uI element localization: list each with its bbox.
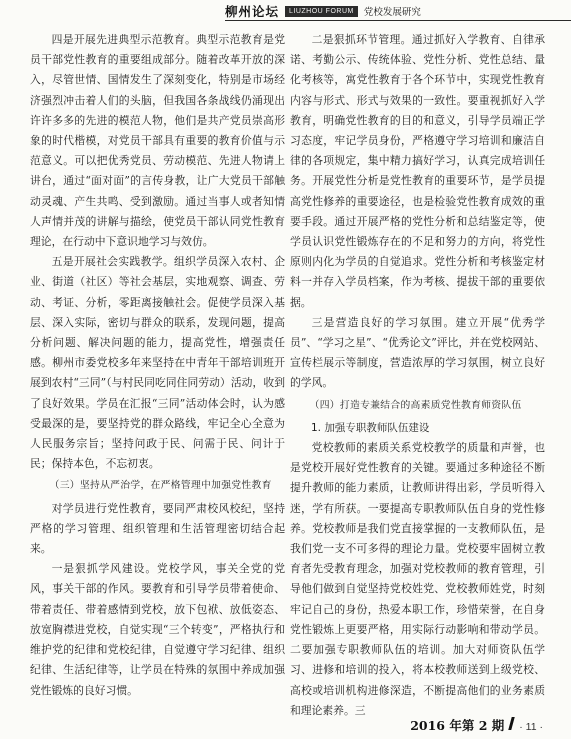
heading: 1. 加强专职教师队伍建设 [311,421,430,434]
paragraph: 一是狠抓学风建设。党校学风，事关全党的党风，事关干部的作风。要教育和引导学员带着使命、带着责任、带着感情到党校，放下包袱、放低姿态、放宽胸襟进党校，自觉实现“三个转变”，严格执行和维护党的纪律和党校纪律，自觉遵守学习纪律、组织纪律、生活纪律等，让学员在特殊的氛围中养成加强党性锻炼的良好习惯。 [30,562,285,697]
journal-logo: 柳州论坛 [225,4,280,19]
paragraph: 五是开展社会实践教学。组织学员深入农村、企业、街道（社区）等社会基层，实地观察、调查、劳动、考证、分析，零距离接触社会。促使学员深入基层、深入实际，密切与群众的联系，发现问题，提高分析问题、解决问题的能力，提高党性，增强责任感。柳州市委党校多年来坚持在中青年干部培训班开展到农村“三同”（与村民同吃同住同劳动）活动，收到了良好效果。学员在汇报“三同”活动体会时，认为感受最深的是，要坚持党的群众路线，牢记全心全意为人民服务宗旨；坚持问政于民、问需于民、问计于民；保持本色，不忘初衷。 [30,255,285,471]
paragraph: 对学员进行党性教育，要同严肃校风校纪，坚持严格的学习管理、组织管理和生活管理密切结合起来。 [30,501,285,556]
issue-number: 2016 年第 2 期 [410,718,505,733]
paragraph: 二是狠抓环节管理。通过抓好入学教育、自律承诺、考勤公示、传统体验、党性分析、党性总结、量化考核等，寓党性教育于各个环节中，实现党性教育内容与形式、形式与效果的一致性。要重视抓好入学教育，明确党性教育的目的和意义，引导学员端正学习态度，牢记学员身份，严格遵守学习培训和廉洁自律的各项规定，集中精力搞好学习，认真完成培训任务。开展党性分析是党性教育的重要环节，是学员提高党性修养的重要途径，也是检验党性教育成效的重要手段。通过开展严格的党性分析和总结鉴定等，使学员认识党性锻炼存在的不足和努力的方向，将党性原则内化为学员的自觉追求。党性分析和考核鉴定材料一并存入学员档案，作为考核、提拔干部的重要依据。 [290,33,545,309]
section-title: 党校发展研究 [363,7,421,18]
subheading: （三）坚持从严治学，在严格管理中加强党性教育 [49,480,272,492]
journal-english-name: LIUZHOU FORUM [285,6,358,17]
page-number: · 11 · [519,721,543,733]
page-header [225,2,571,21]
right-column [290,30,545,721]
subheading: （四）打造专兼结合的高素质党性教育师资队伍 [309,399,522,411]
paragraph: 四是开展先进典型示范教育。典型示范教育是党员干部党性教育的重要组成部分。随着改革开放的深入，尽管世情、国情发生了深刻变化，特别是市场经济强烈冲击着人们的头脑，但我国各条战线仍涌现出许许多多的先进的模范人物，他们是共产党员崇高形象的时代楷模，对党员干部具有重要的教育价值与示范意义。可以把优秀党员、劳动模范、先进人物请上讲台，通过“面对面”的言传身教，让广大党员干部触动灵魂、产生共鸣、受到激励。通过当事人或者知情人声情并茂的讲解与描绘，使党员干部认同党性教育理论，在行动中下意识地学习与效仿。 [30,33,285,249]
page-footer [410,716,543,734]
left-column [30,30,285,701]
divider-bar [509,717,515,730]
paragraph: 党校教师的素质关系党校教学的质量和声誉，也是党校开展好党性教育的关键。要通过多种途径不断提升教师的能力素质，让教师讲得出彩，学员听得入迷，学有所获。一要提高专职教师队伍自身的党性修养。党校教师是我们党直接掌握的一支教师队伍，是我们党一支不可多得的理论力量。党校要牢固树立教育者先受教育理念，加强对党校教师的教育管理，引导他们做到自觉坚持党校姓党、党校教师姓党，时刻牢记自己的身份，热爱本职工作，珍惜荣誉，在自身党性锻炼上更要严格，用实际行动影响和带动学员。二要加强专职教师队伍的培训。加大对师资队伍学习、进修和培训的投入，将本校教师送到上级党校、高校或培训机构进修深造，不断提高他们的业务素质和理论素养。三 [290,441,545,717]
paragraph: 三是营造良好的学习氛围。建立开展“优秀学员”、“学习之星”、“优秀论文”评比，并在党校网站、宣传栏展示等制度，营造浓厚的学习氛围，树立良好的学风。 [290,315,545,390]
